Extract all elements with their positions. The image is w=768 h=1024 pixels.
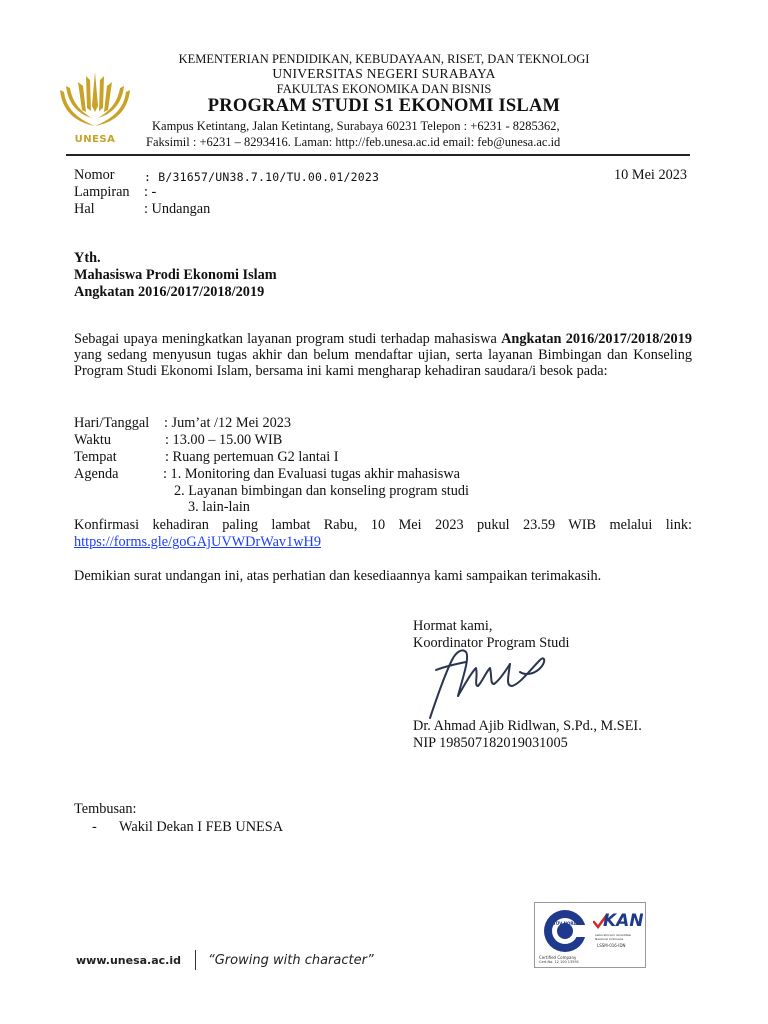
- header-divider: [66, 154, 690, 156]
- letter-date: 10 Mei 2023: [614, 167, 688, 183]
- tempat-label: Tempat: [74, 449, 117, 465]
- agenda-item-3: 3. lain-lain: [188, 499, 250, 515]
- cc-label: Tembusan:: [74, 801, 137, 817]
- body-paragraph: [74, 331, 692, 379]
- nomor-label: Nomor: [74, 167, 115, 183]
- address-line-1: Kampus Ketintang, Jalan Ketintang, Surabaya 60231 Telepon : +6231 - 8285362,: [152, 119, 560, 133]
- recipient-line-1: Mahasiswa Prodi Ekonomi Islam: [74, 267, 277, 283]
- hal-value: : Undangan: [144, 201, 211, 217]
- footer-website: www.unesa.ac.id: [76, 954, 181, 967]
- certificate-number: Cert.No. 12 100 13591: [539, 960, 579, 964]
- waktu-label: Waktu: [74, 432, 111, 448]
- body-text-a: Sebagai upaya meningkatkan layanan program studi terhadap mahasiswa: [74, 331, 502, 347]
- kan-description: Laboratorium Akreditasi Nasional Indonesia: [595, 933, 632, 941]
- closing-sentence: Demikian surat undangan ini, atas perhatian dan kesediaannya kami sampaikan terimakasih.: [74, 568, 602, 584]
- hal-label: Hal: [74, 201, 95, 217]
- certified-company-label: Certified Company: [539, 955, 577, 960]
- recipient-yth: Yth.: [74, 250, 101, 266]
- confirmation-text: Konfirmasi kehadiran paling lambat Rabu, 10 Mei 2023 pukul 23.59 WIB melalui link:: [74, 517, 692, 533]
- body-text-b: yang sedang menyusun tugas akhir dan belum mendaftar ujian, serta layanan Bimbingan dan Konseling Program Studi Ekonomi Islam, bersama ini kami mengharap kehadiran saudara/i besok pada:: [74, 347, 692, 379]
- program-name: PROGRAM STUDI S1 EKONOMI ISLAM: [207, 96, 561, 116]
- hari-value: : Jum’at /12 Mei 2023: [164, 415, 292, 431]
- confirmation-link-wrap: [74, 534, 321, 550]
- tuv-nord-label: TÜV NORD: [553, 921, 577, 926]
- signature-role: Koordinator Program Studi: [413, 635, 570, 651]
- address-line-2: Faksimil : +6231 – 8293416. Laman: http://feb.unesa.ac.id email: feb@unesa.ac.id: [146, 135, 561, 149]
- nomor-value: : B/31657/UN38.7.10/TU.00.01/2023: [144, 170, 380, 184]
- recipient-line-2: Angkatan 2016/2017/2018/2019: [74, 284, 265, 300]
- tempat-value: : Ruang pertemuan G2 lantai I: [165, 449, 339, 465]
- agenda-item-1: : 1. Monitoring dan Evaluasi tugas akhir mahasiswa: [163, 466, 461, 482]
- signatory-name: Dr. Ahmad Ajib Ridlwan, S.Pd., M.SEI.: [413, 718, 642, 734]
- kan-code: LSSM-016-IDN: [597, 943, 626, 948]
- lampiran-value: : -: [144, 184, 157, 200]
- agenda-label: Agenda: [74, 466, 119, 482]
- signature-greeting: Hormat kami,: [413, 618, 493, 634]
- handwritten-signature: [422, 630, 562, 720]
- hari-label: Hari/Tanggal: [74, 415, 150, 431]
- cc-item-1: Wakil Dekan I FEB UNESA: [119, 819, 284, 835]
- certification-badges: [534, 902, 646, 968]
- university-name: UNIVERSITAS NEGERI SURABAYA: [272, 66, 496, 81]
- signatory-nip: NIP 198507182019031005: [413, 735, 568, 751]
- faculty-name: FAKULTAS EKONOMIKA DAN BISNIS: [276, 82, 492, 96]
- cc-bullet: -: [92, 819, 97, 835]
- footer-divider: [195, 950, 196, 970]
- kan-logo-text: KAN: [603, 911, 644, 931]
- footer-slogan: “Growing with character”: [208, 953, 374, 968]
- tuv-nord-logo-icon: [539, 907, 591, 955]
- registration-form-link[interactable]: https://forms.gle/goGAjUVWDrWav1wH9: [74, 534, 322, 550]
- body-text-bold: Angkatan 2016/2017/2018/2019: [501, 331, 692, 347]
- logo-text: UNESA: [74, 134, 116, 145]
- waktu-value: : 13.00 – 15.00 WIB: [165, 432, 283, 448]
- ministry-name: KEMENTERIAN PENDIDIKAN, KEBUDAYAAN, RISET, DAN TEKNOLOGI: [178, 52, 590, 66]
- page-footer: [76, 949, 374, 970]
- agenda-item-2: 2. Layanan bimbingan dan konseling program studi: [174, 483, 470, 499]
- lampiran-label: Lampiran: [74, 184, 130, 200]
